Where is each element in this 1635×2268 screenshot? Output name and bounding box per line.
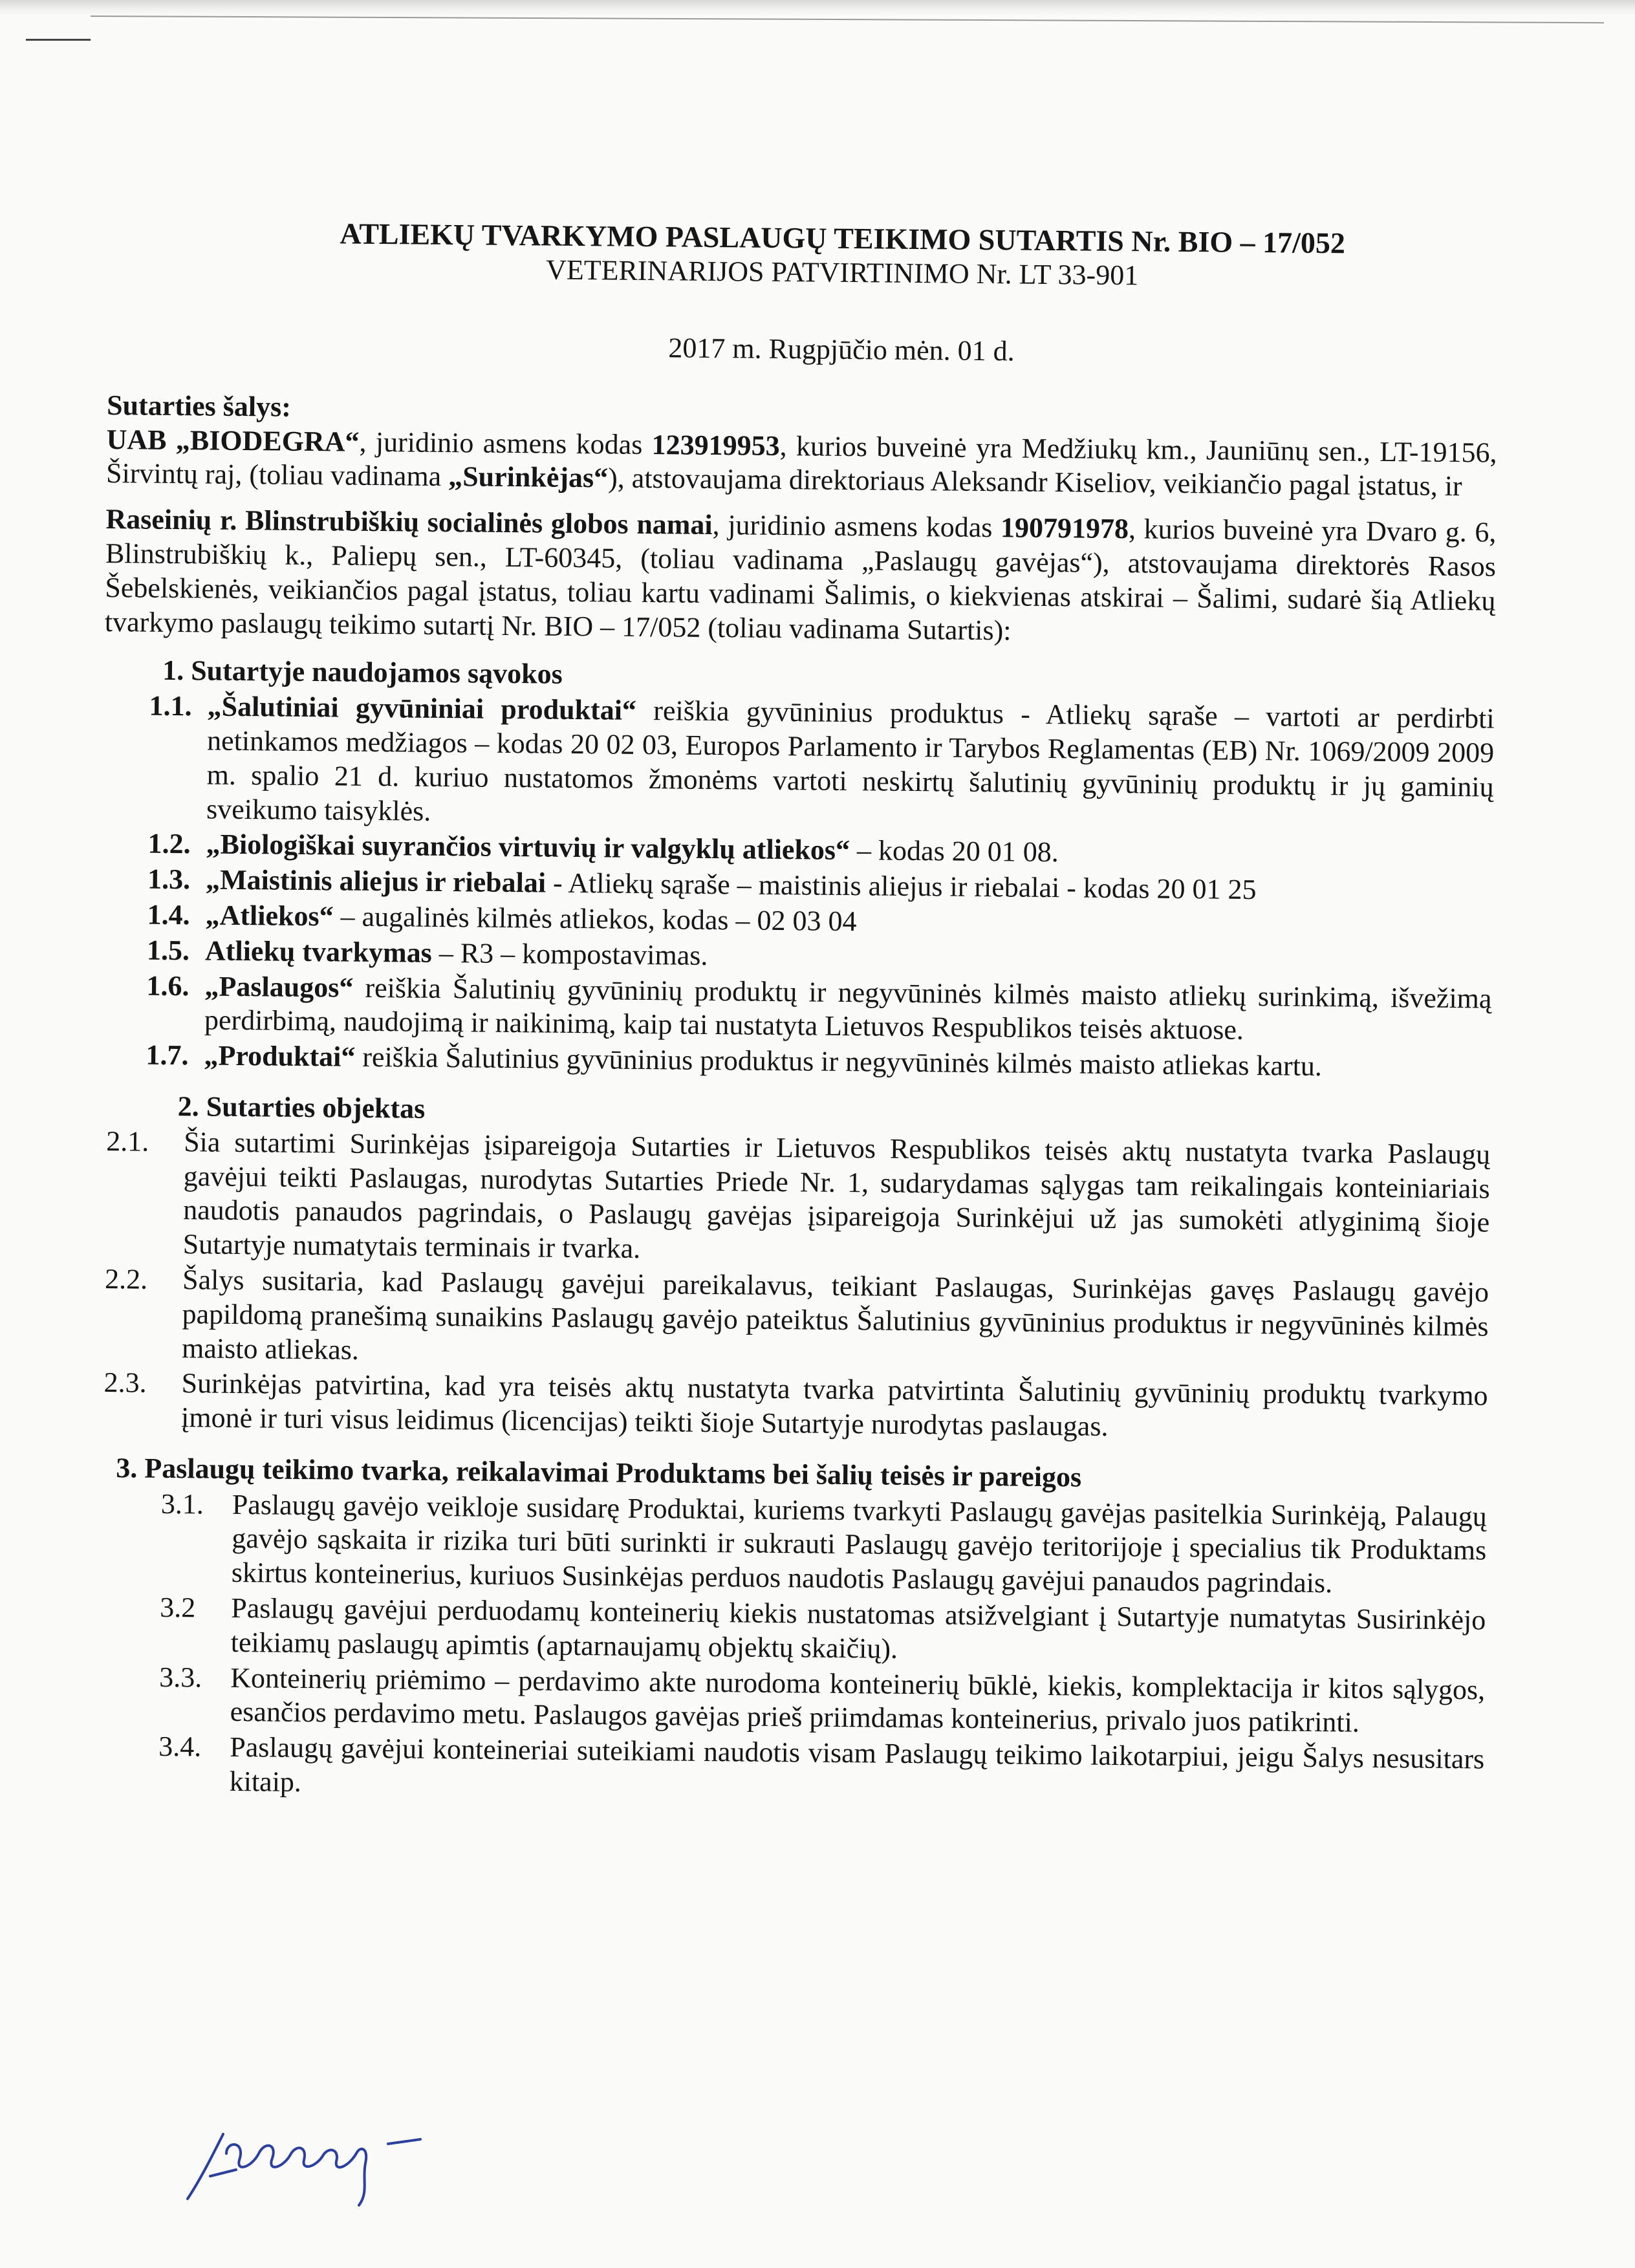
clause-number: 1.5.	[146, 934, 190, 966]
clause-number: 3.3.	[159, 1661, 202, 1694]
definition-text: reiškia gyvūninius produktus - Atliekų sąraše – vartoti ar perdirbti netinkamos medžiagos – kodas 20 02 03, Europos Parlamento ir Tarybos Reglamentas (EB) Nr. 1069/2009 2009 m. spalio 21 d. kuriuo nustatomos žmonėms vartoti neskirtų šalutinių gyvūninių produktų ir jų gaminių sveikumo taisyklės.	[206, 695, 1495, 827]
party-1-paragraph	[106, 423, 1497, 504]
contract-page	[93, 213, 1499, 1811]
clause-number: 1.7.	[146, 1039, 189, 1072]
defined-term: „Atliekos“	[205, 899, 334, 933]
clause-text: Paslaugų gavėjui konteineriai suteikiami naudotis visam Paslaugų teikimo laikotarpiui, jeigu Šalys nesusitars kitaip.	[229, 1731, 1485, 1798]
section-1-heading: 1. Sutartyje naudojamos sąvokos	[162, 654, 563, 691]
clause-number: 1.2.	[147, 827, 191, 860]
clause-text: Paslaugų gavėjui perduodamų konteinerių kiekis nustatomas atsižvelgiant į Sutartyje numatytas Susirinkėjo teikiamų paslaugų apimtis (aptarnaujamų objektų skaičių).	[230, 1592, 1486, 1665]
clause-number: 2.1.	[105, 1125, 149, 1158]
party-2-name: Raseinių r. Blinstrubiškių socialinės globos namai	[105, 503, 713, 541]
clause-number: 2.3.	[103, 1366, 147, 1399]
clause-text	[206, 690, 1495, 839]
clause-text: Paslaugų gavėjo veikloje susidarę Produktai, kuriems tvarkyti Paslaugų gavėjas pasitelkia Surinkėją, Palaugų gavėjo sąskaita ir rizika turi būti surinkti ir sukrauti Paslaugų gavėjo teritorijoje į specialius tik Produktams skirtus konteinerius, kuriuos Susinkėjas perduos naudotis Paslaugų gavėjui panaudos pagrindais.	[231, 1488, 1487, 1599]
clause-item	[103, 1366, 1488, 1447]
clause-item	[105, 1125, 1490, 1275]
definition-text: – augalinės kilmės atliekos, kodas – 02 03 04	[333, 900, 857, 938]
clause-number: 1.6.	[146, 969, 189, 1002]
clause-text	[204, 969, 1492, 1050]
clause-text: Konteinerių priėmimo – perdavimo akte nurodoma konteinerių būklė, kiekis, komplektacija ir kitos sąlygos, esančios perdavimo metu. Paslaugos gavėjas prieš priimdamas konteinerius, privalo juos patikrinti.	[230, 1661, 1486, 1739]
parties-block	[105, 389, 1498, 653]
party-1-text: , juridinio asmens kodas	[359, 426, 652, 460]
section-2-heading: 2. Sutarties objektas	[177, 1090, 426, 1125]
party-2-text: , kurios buveinė yra Dvaro g. 6, Blinstrubiškių k., Paliepų sen., LT-60345, (toliau vadinama „Paslaugų gavėjas“), atstovaujama direktorės Rasos Šebelskienės, veikiančios pagal įstatus, toliau kartu vadinami Šalimis, o kiekvienas atskirai – Šalimi, sudarė šią Atliekų tvarkymo paslaugų teikimo sutartį Nr. BIO – 17/052 (toliau vadinama Sutartis):	[104, 513, 1497, 646]
document-subtitle: VETERINARIJOS PATVIRTINIMO Nr. LT 33-901	[545, 254, 1139, 292]
party-1-name: UAB „BIODEGRA“	[106, 423, 360, 458]
clause-number: 3.4.	[158, 1731, 202, 1763]
party-2-text: , juridinio asmens kodas	[712, 509, 1001, 544]
defined-term: „Produktai“	[204, 1039, 356, 1073]
definition-text: reiškia Šalutinių gyvūninių produktų ir negyvūninės kilmės maisto atliekų surinkimą, išvežimą perdirbimą, naudojimą ir naikinimą, kaip tai nustatyta Lietuvos Respublikos teisės aktuose.	[204, 971, 1492, 1046]
clause-number: 1.4.	[147, 898, 190, 931]
defined-term: „Biologiškai suyrančios virtuvių ir valgyklų atliekos“	[206, 828, 850, 867]
party-1-code: 123919953	[651, 428, 780, 462]
handwritten-signature	[175, 2115, 485, 2212]
party-1-alias: „Surinkėjas“	[448, 460, 609, 494]
clause-item	[93, 1729, 1484, 1811]
clause-text: Surinkėjas patvirtina, kad yra teisės aktų nustatyta tvarka patvirtinta Šalutinių gyvūninių produktų tvarkymo įmonė ir turi visus leidimus (licencijas) teikti šioje Sutartyje nurodytas paslaugas.	[180, 1367, 1488, 1443]
clause-item	[104, 1262, 1489, 1378]
party-1-text: ), atstovaujama direktoriaus Aleksandr Kiseliov, veikiančio pagal įstatus, ir	[607, 462, 1462, 502]
party-1-text: , kurios buveinė yra Medžiukų km., Jauniūnų sen., LT-19156, Širvintų raj, (toliau vadinama	[105, 429, 1497, 493]
clause-item	[96, 1487, 1487, 1603]
party-2-paragraph	[105, 502, 1497, 653]
clause-number: 2.2.	[104, 1262, 148, 1295]
clause-item	[146, 969, 1492, 1050]
section-definitions	[146, 654, 1495, 1085]
parties-heading: Sutarties šalys:	[106, 389, 292, 423]
section-object	[97, 1089, 1491, 1448]
clause-number: 3.1.	[160, 1487, 204, 1520]
defined-term: „Šalutiniai gyvūniniai produktai“	[207, 690, 637, 727]
definition-text: – R3 – kompostavimas.	[431, 936, 708, 971]
section-3-heading: 3. Paslaugų teikimo tvarka, reikalavimai Produktams bei šalių teisės ir pareigos	[116, 1452, 1082, 1493]
clause-item	[148, 689, 1495, 839]
document-date: 2017 m. Rugpjūčio mėn. 01 d.	[668, 332, 1015, 367]
clause-item	[95, 1590, 1486, 1672]
clause-number: 1.3.	[147, 863, 191, 896]
clause-number: 3.2	[160, 1591, 196, 1624]
definition-text: - Atliekų sąraše – maistinis aliejus ir riebalai - kodas 20 01 25	[545, 867, 1257, 906]
clause-number: 1.1.	[149, 689, 192, 722]
clause-text: Šalys susitaria, kad Paslaugų gavėjui pareikalavus, teikiant Paslaugas, Surinkėjas gavęs Paslaugų gavėjo papildomą pranešimą sunaikins Paslaugų gavėjo pateiktus Šalutinius gyvūninius produktus ir negyvūninės kilmės maisto atliekas.	[181, 1264, 1489, 1366]
defined-term: Atliekų tvarkymas	[204, 934, 433, 969]
document-title: ATLIEKŲ TVARKYMO PASLAUGŲ TEIKIMO SUTARTIS Nr. BIO – 17/052	[340, 217, 1346, 260]
clause-item	[94, 1660, 1486, 1742]
definition-text: reiškia Šalutinius gyvūninius produktus ir negyvūninės kilmės maisto atliekas kartu.	[355, 1041, 1323, 1083]
defined-term: „Maistinis aliejus ir riebalai	[205, 863, 547, 899]
definition-text: – kodas 20 01 08.	[849, 834, 1059, 869]
scan-top-edge	[0, 0, 1635, 17]
defined-term: „Paslaugos“	[204, 970, 354, 1004]
party-2-code: 190791978	[1000, 512, 1129, 545]
clause-text: Šia sutartimi Surinkėjas įsipareigoja Sutarties ir Lietuvos Respublikos teisės aktų nustatyta tvarka Paslaugų gavėjui teikti Paslaugas, nurodytas Sutarties Priede Nr. 1, sudarydamas sąlygas tam reikalingais konteiniariais naudotis panaudos pagrindais, o Paslaugų gavėjas įsipareigoja Surinkėjui už jas sumokėti atlyginimą šioje Sutartyje numatytais terminais ir tvarka.	[182, 1125, 1491, 1265]
scan-artifact-mark	[26, 39, 91, 41]
section-procedure	[93, 1451, 1487, 1811]
